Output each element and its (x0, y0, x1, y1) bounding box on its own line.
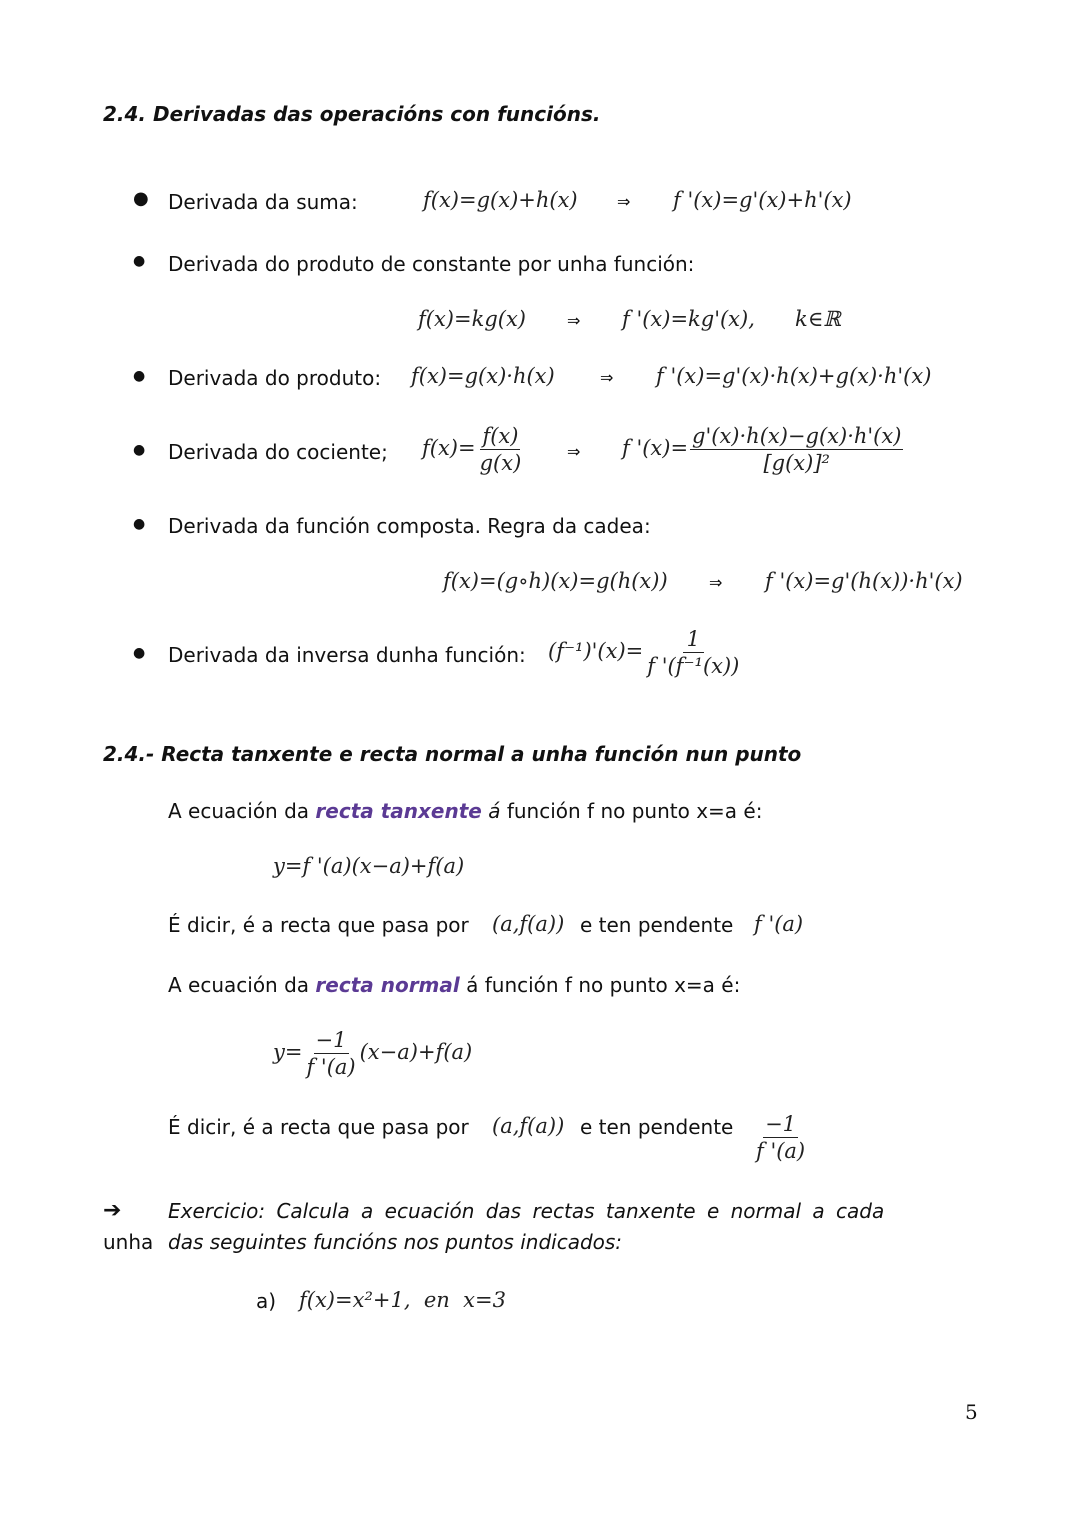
bullet-icon: ● (133, 516, 146, 532)
normal-slope (752, 1111, 809, 1164)
rule-constant-rhs: f '(x)=kg'(x), (622, 307, 755, 331)
exercise-text-line2: das seguintes funcións nos puntos indicados: (168, 1230, 623, 1254)
quotient-lhs-prefix: f(x)= (422, 436, 476, 460)
text: función f no punto x=a é: (500, 799, 763, 823)
text: (x−a)+f(a) (359, 1040, 473, 1064)
tangent-explanation: É dicir, é a recta que pasa por (168, 913, 469, 937)
bullet-icon: ● (133, 253, 146, 269)
page-number: 5 (965, 1400, 978, 1424)
implies-icon: ⇒ (567, 442, 581, 461)
denominator: [g(x)]² (763, 451, 830, 475)
section-title-tangent-normal: 2.4.- Recta tanxente e recta normal a unha función nun punto (103, 742, 802, 766)
denominator: g(x) (479, 451, 522, 475)
normal-slope-label: e ten pendente (580, 1115, 734, 1139)
exercise-text-word: unha (103, 1230, 154, 1254)
numerator: g'(x)·h(x)−g(x)·h'(x) (692, 424, 902, 448)
fraction (754, 1111, 807, 1164)
implies-icon: ⇒ (600, 368, 614, 387)
normal-formula (273, 1027, 472, 1080)
denominator: f '(f⁻¹(x)) (647, 654, 740, 678)
normal-explanation: É dicir, é a recta que pasa por (168, 1115, 469, 1139)
bullet-icon: ● (133, 442, 146, 458)
rule-constant-lhs: f(x)=kg(x) (418, 307, 526, 331)
bullet-icon: ● (133, 368, 146, 384)
term-normal: recta normal (315, 973, 460, 997)
fraction (645, 626, 741, 679)
quotient-rhs-prefix: f '(x)= (622, 436, 689, 460)
term-tangent: recta tanxente (315, 799, 482, 823)
text: y= (273, 1040, 303, 1064)
text: A ecuación da (168, 973, 316, 997)
denominator: f '(a) (306, 1055, 356, 1079)
tangent-slope-label: e ten pendente (580, 913, 734, 937)
rule-chain-label: Derivada da función composta. Regra da cadea: (168, 514, 651, 538)
numerator: f(x) (482, 424, 519, 448)
exercise-item-formula (299, 1288, 506, 1312)
rule-sum-lhs: f(x)=g(x)+h(x) (423, 188, 578, 212)
implies-icon: ⇒ (709, 573, 723, 592)
text: x=3 (463, 1288, 506, 1312)
rule-constant-domain: k∈ℝ (795, 307, 841, 331)
rule-chain-lhs: f(x)=(g∘h)(x)=g(h(x)) (443, 569, 668, 593)
tangent-formula: y=f '(a)(x−a)+f(a) (273, 854, 465, 878)
rule-constant-label: Derivada do produto de constante por unha función: (168, 252, 695, 276)
fraction (478, 423, 524, 476)
rule-quotient-lhs (422, 423, 525, 476)
tangent-slope: f '(a) (754, 912, 804, 936)
exercise-item-label: a) (256, 1289, 277, 1313)
bullet-icon: ● (133, 188, 149, 209)
text: A ecuación da (168, 799, 316, 823)
arrow-icon: ➔ (103, 1198, 122, 1223)
implies-icon: ⇒ (617, 192, 631, 211)
exercise-text-line1: Exercicio: Calcula a ecuación das rectas tanxente e normal a cada (168, 1199, 885, 1223)
rule-inverse-formula (548, 626, 743, 679)
text: en (423, 1288, 450, 1312)
denominator: f '(a) (756, 1139, 806, 1163)
rule-quotient-label: Derivada do cociente; (168, 440, 388, 464)
text: á (481, 799, 501, 823)
rule-chain-rhs: f '(x)=g'(h(x))·h'(x) (765, 569, 963, 593)
fraction (304, 1027, 357, 1080)
numerator: −1 (315, 1028, 347, 1052)
text: á función f no punto x=a é: (459, 973, 741, 997)
rule-sum-rhs: f '(x)=g'(x)+h'(x) (673, 188, 852, 212)
rule-sum-label: Derivada da suma: (168, 190, 358, 214)
normal-intro (168, 973, 740, 997)
implies-icon: ⇒ (567, 311, 581, 330)
numerator: −1 (765, 1112, 797, 1136)
tangent-point: (a,f(a)) (492, 912, 565, 936)
inverse-prefix: (f⁻¹)'(x)= (548, 639, 644, 663)
rule-quotient-rhs (622, 423, 905, 476)
rule-product-rhs: f '(x)=g'(x)·h(x)+g(x)·h'(x) (656, 364, 932, 388)
rule-product-lhs: f(x)=g(x)·h(x) (411, 364, 555, 388)
fraction (690, 423, 903, 476)
text: f(x)=x²+1, (299, 1288, 411, 1312)
normal-point: (a,f(a)) (492, 1114, 565, 1138)
tangent-intro (168, 799, 762, 823)
section-title-derivatives: 2.4. Derivadas das operacións con funcións. (103, 102, 601, 126)
bullet-icon: ● (133, 645, 146, 661)
rule-inverse-label: Derivada da inversa dunha función: (168, 643, 526, 667)
rule-product-label: Derivada do produto: (168, 366, 382, 390)
numerator: 1 (683, 626, 704, 653)
